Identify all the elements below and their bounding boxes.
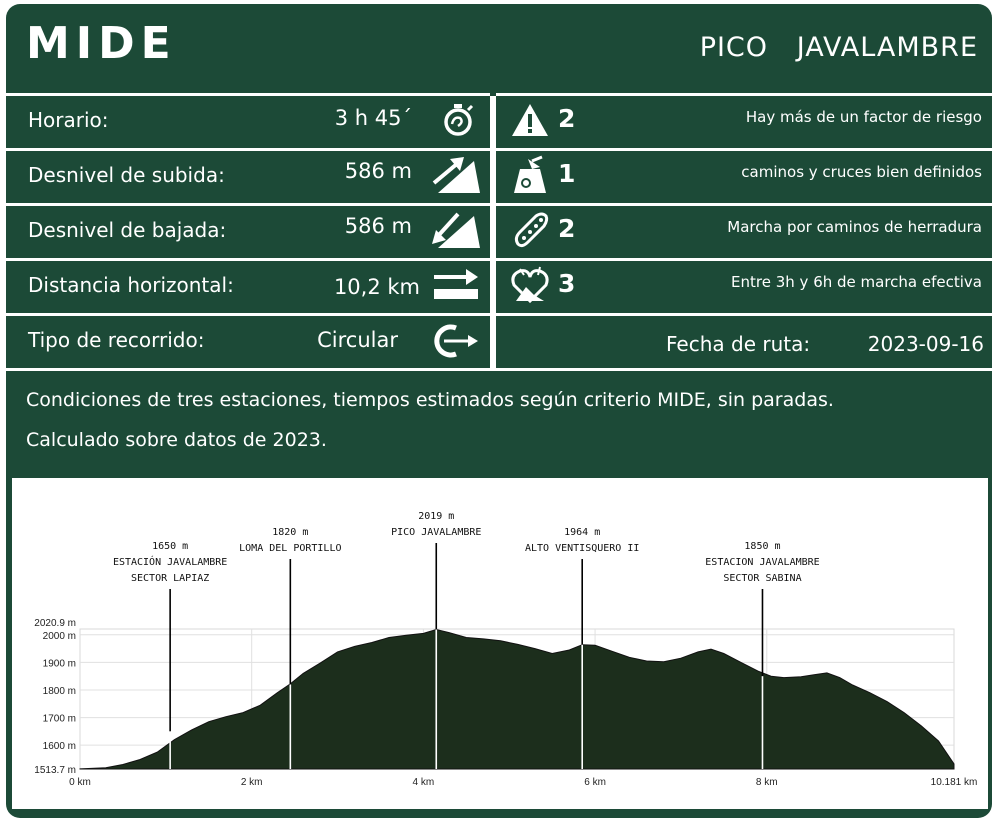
fecha-label: Fecha de ruta:: [666, 332, 811, 356]
circular-route-icon: [426, 320, 480, 362]
note-line-2: Calculado sobre datos de 2023.: [26, 429, 327, 451]
stat-row-subida: [6, 148, 490, 196]
elevation-profile: [12, 478, 988, 809]
stat-label: Tipo de recorrido:: [28, 328, 205, 352]
rating-row-severity: [496, 93, 992, 141]
y-tick-label: 1700 m: [42, 713, 76, 725]
stat-value: Circular: [317, 328, 398, 352]
x-tick-label: 10.181 km: [930, 777, 978, 788]
route-name: PICO JAVALAMBRE: [699, 32, 978, 63]
rating-description: caminos y cruces bien definidos: [741, 163, 982, 181]
stat-label: Distancia horizontal:: [28, 273, 234, 297]
y-tick-label: 1600 m: [42, 741, 76, 753]
rating-score: 2: [558, 104, 576, 133]
waypoint-name: SECTOR SABINA: [723, 573, 802, 584]
rating-row-terrain: [496, 203, 992, 251]
y-tick-label: 2000 m: [42, 630, 76, 642]
fecha-row: [496, 313, 992, 368]
stat-label: Desnivel de bajada:: [28, 218, 227, 242]
stat-value: 3 h 45´: [334, 106, 412, 130]
rating-description: Hay más de un factor de riesgo: [745, 108, 982, 126]
mide-logo: MIDE: [26, 18, 177, 69]
y-tick-label: 1900 m: [42, 658, 76, 670]
rating-row-orientation: [496, 148, 992, 196]
elevation-chart: [12, 481, 988, 809]
x-tick-label: 8 km: [755, 777, 778, 788]
descent-icon: [430, 210, 482, 250]
stat-row-tipo: [6, 313, 490, 361]
x-tick-label: 0 km: [69, 777, 91, 788]
y-tick-label: 2020.9 m: [34, 618, 76, 629]
header: [6, 4, 992, 90]
stat-row-bajada: [6, 203, 490, 251]
y-tick-label: 1800 m: [42, 685, 76, 697]
stat-row-horario: [6, 93, 490, 141]
mide-card: [6, 4, 992, 818]
stat-value: 586 m: [344, 159, 412, 183]
stat-row-distancia: [6, 258, 490, 306]
x-tick-label: 4 km: [412, 777, 435, 788]
rating-description: Entre 3h y 6h de marcha efectiva: [731, 273, 982, 291]
waypoint-name: SECTOR LAPIAZ: [130, 573, 210, 584]
note-line-1: Condiciones de tres estaciones, tiempos estimados según criterio MIDE, sin paradas.: [26, 389, 834, 411]
waypoint-altitude: 1650 m: [152, 541, 189, 552]
stat-label: Desnivel de subida:: [28, 163, 225, 187]
waypoint-name: PICO JAVALAMBRE: [391, 527, 482, 538]
x-tick-label: 6 km: [584, 777, 606, 788]
waypoint-altitude: 1850 m: [744, 541, 781, 552]
notes-panel: [6, 368, 992, 464]
x-tick-label: 2 km: [240, 777, 263, 788]
ascent-icon: [430, 155, 482, 195]
effort-icon: [510, 265, 550, 305]
waypoint-altitude: 2019 m: [418, 511, 455, 522]
waypoint-name: LOMA DEL PORTILLO: [239, 543, 342, 554]
stat-value: 586 m: [344, 214, 412, 238]
rating-score: 2: [558, 214, 576, 243]
rating-description: Marcha por caminos de herradura: [727, 218, 982, 236]
distance-icon: [430, 267, 480, 303]
waypoint-altitude: 1820 m: [272, 527, 309, 538]
waypoint-name: ESTACION JAVALAMBRE: [705, 557, 820, 568]
waypoint-name: ALTO VENTISQUERO II: [525, 543, 640, 554]
rating-row-effort: [496, 258, 992, 306]
hazard-icon: [510, 102, 550, 138]
waypoint-altitude: 1964 m: [564, 527, 601, 538]
waypoint-name: ESTACIÓN JAVALAMBRE: [112, 557, 228, 568]
rating-score: 3: [558, 269, 576, 298]
fecha-value: 2023-09-16: [867, 332, 984, 356]
orientation-icon: [510, 155, 550, 195]
rating-score: 1: [558, 159, 576, 188]
stat-label: Horario:: [28, 108, 109, 132]
footprint-icon: [510, 210, 550, 250]
stopwatch-icon: [438, 102, 478, 138]
y-tick-label: 1513.7 m: [34, 765, 76, 776]
stat-value: 10,2 km: [333, 275, 420, 299]
